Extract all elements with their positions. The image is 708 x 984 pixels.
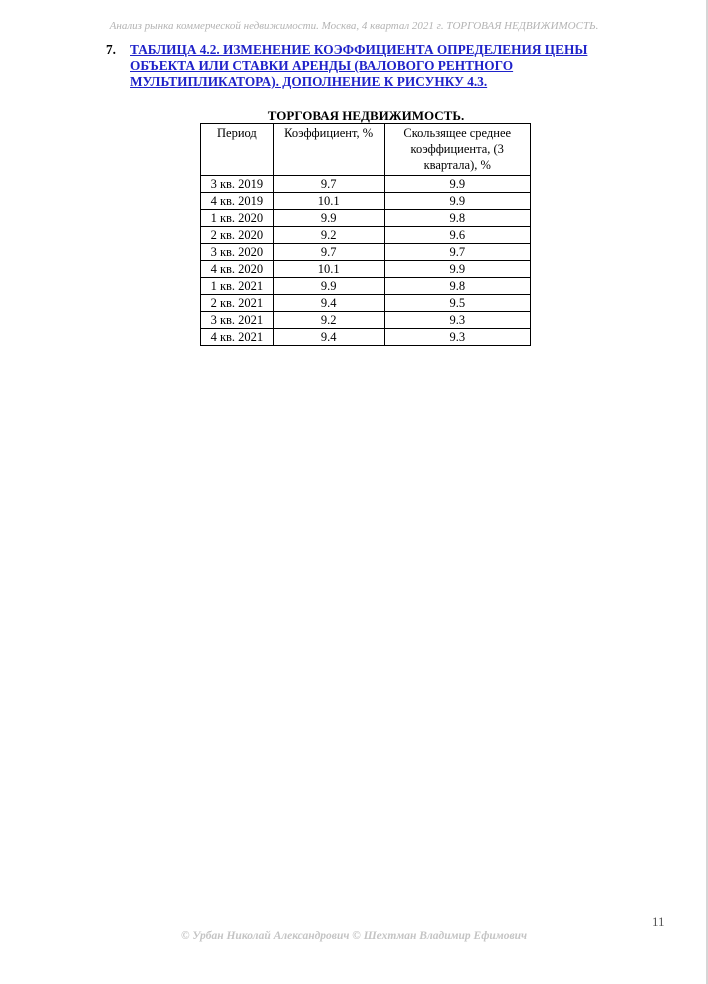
cell-moving-average: 9.3	[384, 329, 531, 346]
cell-moving-average: 9.5	[384, 295, 531, 312]
cell-coefficient: 9.4	[273, 329, 384, 346]
table-row	[201, 295, 531, 312]
cell-moving-average: 9.9	[384, 261, 531, 278]
section-number: 7.	[106, 42, 116, 57]
cell-period: 2 кв. 2020	[201, 227, 274, 244]
cell-period: 2 кв. 2021	[201, 295, 274, 312]
table-row	[201, 278, 531, 295]
cell-moving-average: 9.8	[384, 278, 531, 295]
cell-moving-average: 9.6	[384, 227, 531, 244]
cell-period: 4 кв. 2019	[201, 193, 274, 210]
cell-period: 3 кв. 2021	[201, 312, 274, 329]
section-heading	[104, 42, 644, 90]
cell-coefficient: 9.9	[273, 278, 384, 295]
table-row	[201, 244, 531, 261]
cell-coefficient: 10.1	[273, 193, 384, 210]
cell-period: 4 кв. 2021	[201, 329, 274, 346]
cell-period: 3 кв. 2020	[201, 244, 274, 261]
cell-coefficient: 9.4	[273, 295, 384, 312]
column-header-moving-average: Скользящее среднее коэффициента, (3 квартала), %	[384, 124, 531, 176]
cell-coefficient: 10.1	[273, 261, 384, 278]
column-header-period: Период	[201, 124, 274, 176]
table-body	[201, 176, 531, 346]
cell-period: 3 кв. 2019	[201, 176, 274, 193]
table-row	[201, 176, 531, 193]
running-header: Анализ рынка коммерческой недвижимости. Москва, 4 квартал 2021 г. ТОРГОВАЯ НЕДВИЖИМОСТЬ.	[109, 20, 599, 32]
table-row	[201, 210, 531, 227]
cell-coefficient: 9.2	[273, 312, 384, 329]
cell-coefficient: 9.9	[273, 210, 384, 227]
cell-coefficient: 9.7	[273, 244, 384, 261]
cell-period: 1 кв. 2021	[201, 278, 274, 295]
table-header-row	[201, 124, 531, 176]
table-row	[201, 261, 531, 278]
cell-moving-average: 9.9	[384, 176, 531, 193]
cell-coefficient: 9.7	[273, 176, 384, 193]
cell-moving-average: 9.7	[384, 244, 531, 261]
table-row	[201, 312, 531, 329]
cell-moving-average: 9.8	[384, 210, 531, 227]
cell-period: 1 кв. 2020	[201, 210, 274, 227]
cell-period: 4 кв. 2020	[201, 261, 274, 278]
footer-copyright: © Урбан Николай Александрович © Шехтман Владимир Ефимович	[180, 930, 528, 942]
data-table	[200, 123, 531, 346]
cell-coefficient: 9.2	[273, 227, 384, 244]
table-row	[201, 329, 531, 346]
table-row	[201, 193, 531, 210]
page-number: 11	[652, 914, 665, 929]
cell-moving-average: 9.3	[384, 312, 531, 329]
cell-moving-average: 9.9	[384, 193, 531, 210]
column-header-coefficient: Коэффициент, %	[273, 124, 384, 176]
table-row	[201, 227, 531, 244]
section-title-link[interactable]: ТАБЛИЦА 4.2. ИЗМЕНЕНИЕ КОЭФФИЦИЕНТА ОПРЕДЕЛЕНИЯ ЦЕНЫ ОБЪЕКТА ИЛИ СТАВКИ АРЕНДЫ (ВАЛОВОГО РЕНТНОГО МУЛЬТИПЛИКАТОРА). ДОПОЛНЕНИЕ К РИСУНКУ 4.3.	[130, 42, 588, 89]
table-caption: ТОРГОВАЯ НЕДВИЖИМОСТЬ.	[267, 108, 465, 123]
